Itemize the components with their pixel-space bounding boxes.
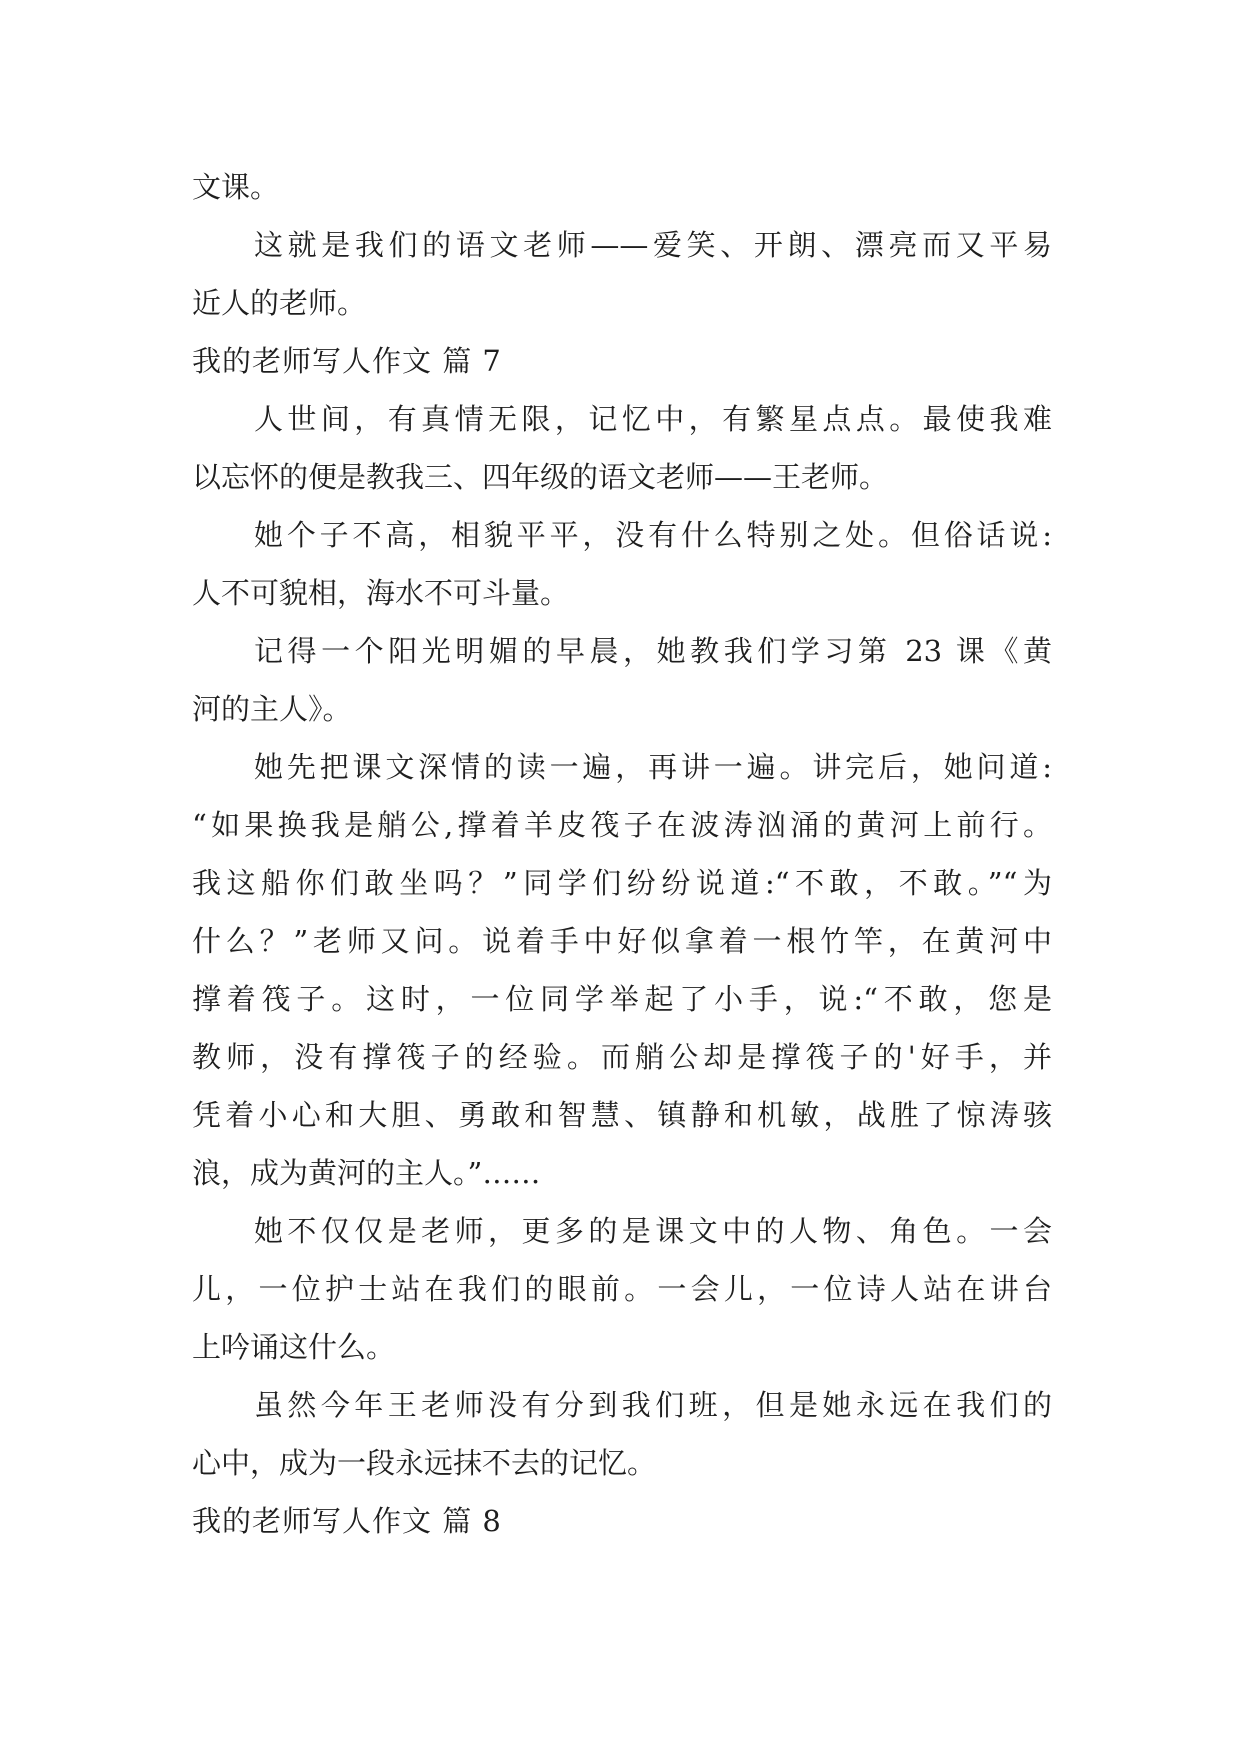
- text-line: 教师，没有撑筏子的经验。而艄公却是撑筏子的'好手，并: [192, 1040, 1052, 1074]
- paragraph-first-line: 这就是我们的语文老师——爱笑、开朗、漂亮而又平易: [254, 228, 1052, 262]
- paragraph-first-line: 人世间，有真情无限，记忆中，有繁星点点。最使我难: [254, 402, 1052, 436]
- text-line: 凭着小心和大胆、勇敢和智慧、镇静和机敏，战胜了惊涛骇: [192, 1098, 1052, 1132]
- paragraph-first-line: 她不仅仅是老师，更多的是课文中的人物、角色。一会: [254, 1214, 1052, 1248]
- text-line: 心中，成为一段永远抹不去的记忆。: [192, 1446, 657, 1480]
- text-line: “如果换我是艄公,撑着羊皮筏子在波涛汹涌的黄河上前行。: [192, 808, 1052, 842]
- text-line: 文课。: [192, 170, 280, 204]
- text-line: 以忘怀的便是教我三、四年级的语文老师——王老师。: [192, 460, 889, 494]
- section-heading-8: 我的老师写人作文 篇 8: [192, 1504, 502, 1538]
- text-line: 近人的老师。: [192, 286, 367, 320]
- paragraph-first-line: 记得一个阳光明媚的早晨，她教我们学习第 23 课《黄: [254, 634, 1052, 668]
- paragraph-first-line: 虽然今年王老师没有分到我们班，但是她永远在我们的: [254, 1388, 1052, 1422]
- section-heading-7: 我的老师写人作文 篇 7: [192, 344, 502, 378]
- paragraph-first-line: 她个子不高，相貌平平，没有什么特别之处。但俗话说:: [254, 518, 1052, 552]
- paragraph-first-line: 她先把课文深情的读一遍，再讲一遍。讲完后，她问道:: [254, 750, 1052, 784]
- text-line: 浪，成为黄河的主人。”……: [192, 1156, 541, 1190]
- text-line: 河的主人》。: [192, 692, 352, 726]
- text-line: 人不可貌相，海水不可斗量。: [192, 576, 570, 610]
- text-line: 我这船你们敢坐吗？”同学们纷纷说道:“不敢，不敢。”“为: [192, 866, 1052, 900]
- text-line: 儿，一位护士站在我们的眼前。一会儿，一位诗人站在讲台: [192, 1272, 1052, 1306]
- text-line: 撑着筏子。这时，一位同学举起了小手，说:“不敢，您是: [192, 982, 1052, 1016]
- text-line: 上吟诵这什么。: [192, 1330, 396, 1364]
- text-line: 什么？”老师又问。说着手中好似拿着一根竹竿，在黄河中: [192, 924, 1052, 958]
